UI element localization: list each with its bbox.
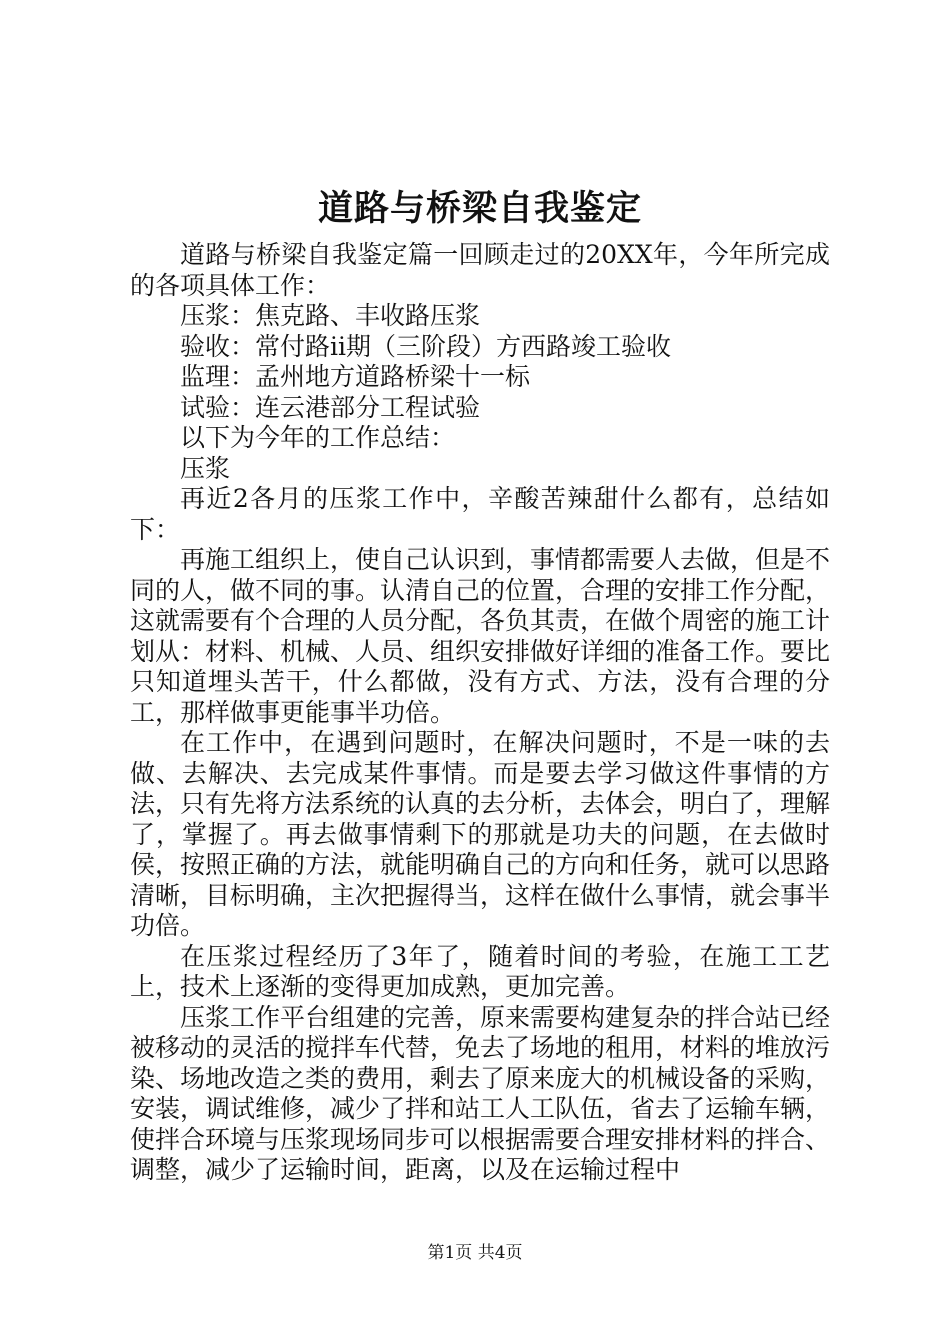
document-title: 道路与桥梁自我鉴定	[317, 188, 642, 229]
paragraph: 以下为今年的工作总结：	[180, 423, 456, 452]
paragraph: 试验：连云港部分工程试验	[180, 392, 481, 422]
paragraph: 压浆	[180, 453, 231, 483]
paragraph: 再近2各月的压浆工作中，辛酸苦辣甜什么都有，总结如下：	[130, 484, 830, 544]
paragraph: 再施工组织上，使自己认识到，事情都需要人去做，但是不同的人，做不同的事。认清自己的位置，合理的安排工作分配，这就需要有个合理的人员分配，各负其责，在做个周密的施工计划从：材料、机械、人员、组织安排做好详细的准备工作。要比只知道埋头苦干，什么都做，没有方式、方法，没有合理的分工，那样做事更能事半功倍。	[130, 545, 831, 727]
paragraph: 道路与桥梁自我鉴定篇一回顾走过的20XX年，今年所完成的各项具体工作：	[130, 240, 830, 300]
paragraph: 压浆：焦克路、丰收路压浆	[180, 301, 481, 330]
paragraph: 验收：常付路ii期（三阶段）方西路竣工验收	[180, 331, 671, 361]
document-body	[130, 240, 830, 1186]
paragraph: 在工作中，在遇到问题时，在解决问题时，不是一味的去做、去解决、去完成某件事情。而是要去学习做这件事情的方法，只有先将方法系统的认真的去分析，去体会，明白了，理解了，掌握了。再去做事情剩下的那就是功夫的问题，在去做时侯，按照正确的方法，就能明确自己的方向和任务，就可以思路清晰，目标明确，主次把握得当，这样在做什么事情，就会事半功倍。	[130, 728, 831, 940]
document-page	[130, 182, 830, 1186]
paragraph: 压浆工作平台组建的完善，原来需要构建复杂的拌合站已经被移动的灵活的搅拌车代替，免去了场地的租用，材料的堆放污染、场地改造之类的费用，剩去了原来庞大的机械设备的采购，安装，调试维修，减少了拌和站工人工队伍，省去了运输车辆，使拌合环境与压浆现场同步可以根据需要合理安排材料的拌合、调整，减少了运输时间，距离，以及在运输过程中	[130, 1002, 831, 1184]
paragraph: 监理：孟州地方道路桥梁十一标	[180, 362, 531, 391]
page-footer: 第1页 共4页	[427, 1243, 523, 1263]
paragraph: 在压浆过程经历了3年了，随着时间的考验，在施工工艺上，技术上逐渐的变得更加成熟，更加完善。	[130, 941, 830, 1001]
